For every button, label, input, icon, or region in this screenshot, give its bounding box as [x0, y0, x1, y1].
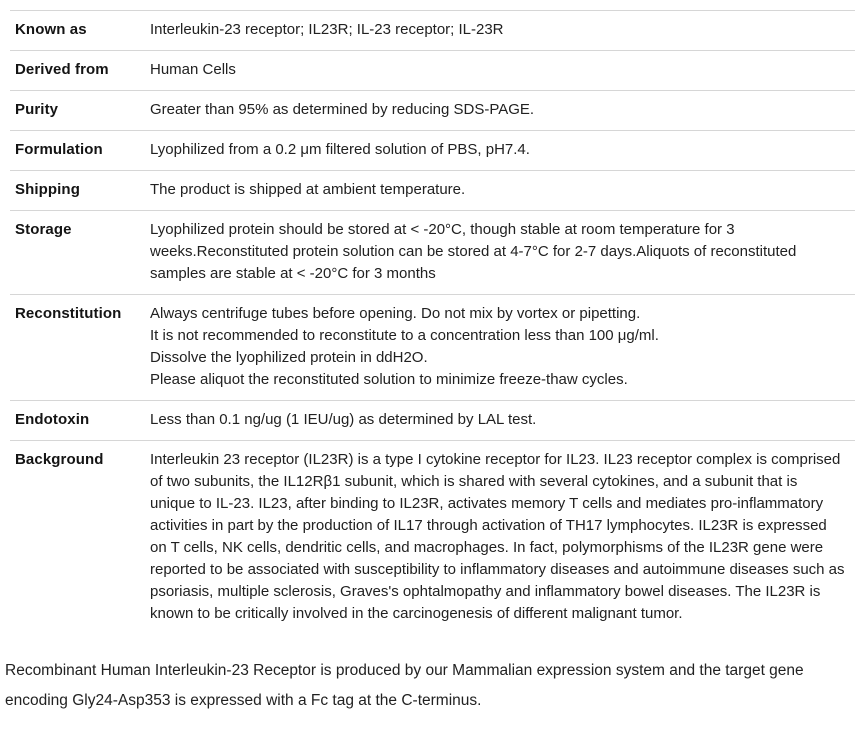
spec-row-shipping	[10, 170, 855, 210]
spec-row-storage	[10, 210, 855, 294]
product-description: Recombinant Human Interleukin-23 Receptor is produced by our Mammalian expression system and the target gene encoding Gly24-Asp353 is expressed with a Fc tag at the C-terminus.	[5, 662, 804, 709]
spec-row-value: Human Cells	[150, 61, 236, 78]
spec-row-label: Background	[15, 451, 104, 468]
spec-row-formulation	[10, 130, 855, 170]
spec-row-value: Less than 0.1 ng/ug (1 IEU/ug) as determined by LAL test.	[150, 411, 537, 428]
spec-row-label: Purity	[15, 101, 59, 118]
product-spec-table	[10, 10, 855, 634]
spec-row-background	[10, 440, 855, 634]
reconstitution-line: Dissolve the lyophilized protein in ddH2O.	[150, 349, 428, 366]
spec-row-value: Interleukin-23 receptor; IL23R; IL-23 receptor; IL-23R	[150, 21, 504, 38]
spec-row-label: Derived from	[15, 61, 109, 78]
reconstitution-line: Please aliquot the reconstituted solution to minimize freeze-thaw cycles.	[150, 371, 628, 388]
spec-row-label: Storage	[15, 221, 72, 238]
spec-row-value: Lyophilized from a 0.2 μm filtered solution of PBS, pH7.4.	[150, 141, 530, 158]
spec-row-reconstitution	[10, 294, 855, 400]
spec-row-derived-from	[10, 50, 855, 90]
spec-row-value	[150, 303, 855, 391]
reconstitution-line: It is not recommended to reconstitute to a concentration less than 100 μg/ml.	[150, 327, 659, 344]
spec-row-purity	[10, 90, 855, 130]
spec-row-label: Endotoxin	[15, 411, 90, 428]
spec-row-endotoxin	[10, 400, 855, 440]
spec-row-value: Lyophilized protein should be stored at < -20°C, though stable at room temperature for 3 weeks.Reconstituted protein solution can be stored at 4-7°C for 2-7 days.Aliquots of reconstituted samples are stable at < -20°C for 3 months	[150, 221, 797, 282]
spec-row-known-as	[10, 10, 855, 50]
spec-row-value: Interleukin 23 receptor (IL23R) is a type I cytokine receptor for IL23. IL23 receptor complex is comprised of two subunits, the IL12Rβ1 subunit, which is shared with several cytokines, and a subunit that is unique to IL-23. IL23, after binding to IL23R, activates memory T cells and mediates pro-inflammatory activities in part by the production of IL17 through activation of TH17 lymphocytes. IL23R is expressed on T cells, NK cells, dendritic cells, and macrophages. In fact, polymorphisms of the IL23R gene were reported to be associated with susceptibility to inflammatory diseases and autoimmune diseases such as psoriasis, multiple sclerosis, Graves's ophtalmopathy and inflammatory bowel diseases. The IL23R is known to be critically involved in the carcinogenesis of different malignant tumor.	[150, 451, 845, 622]
spec-row-value: The product is shipped at ambient temperature.	[150, 181, 466, 198]
spec-row-label: Formulation	[15, 141, 103, 158]
spec-row-value: Greater than 95% as determined by reducing SDS-PAGE.	[150, 101, 535, 118]
reconstitution-line: Always centrifuge tubes before opening. Do not mix by vortex or pipetting.	[150, 305, 641, 322]
spec-row-label: Reconstitution	[15, 305, 122, 322]
spec-row-label: Shipping	[15, 181, 80, 198]
spec-row-label: Known as	[15, 21, 87, 38]
